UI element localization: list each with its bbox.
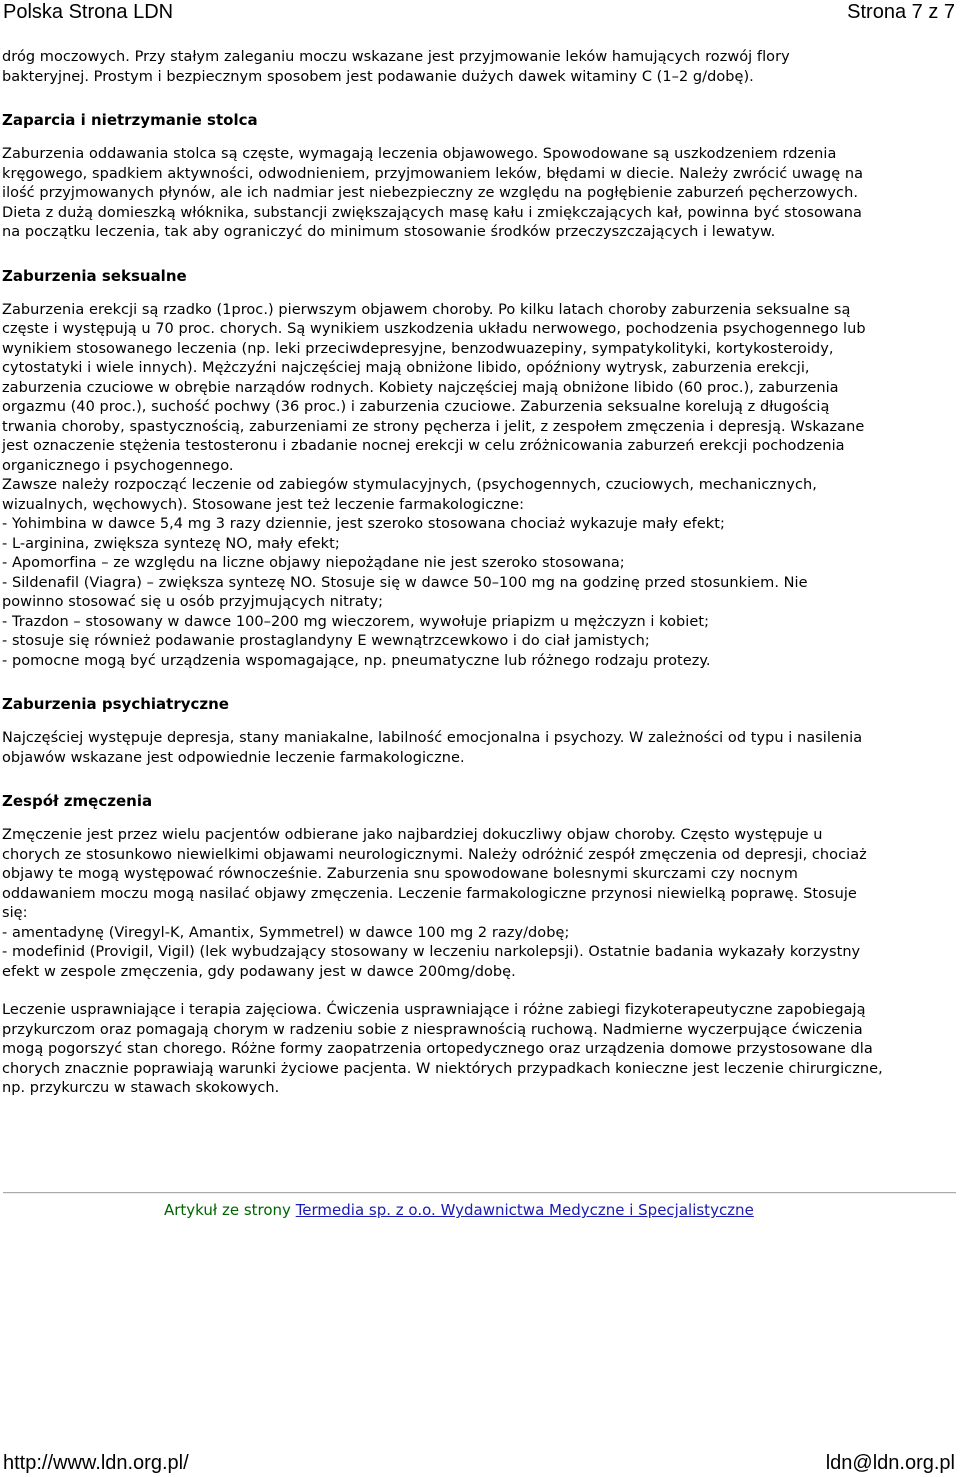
text-line: wynikiem stosowanego leczenia (np. leki przeciwdepresyjne, benzodwuazepiny, sympatykolityki, kortykosteroidy, <box>2 340 834 357</box>
text-line: - pomocne mogą być urządzenia wspomagające, np. pneumatyczne lub różnego rodzaju protezy. <box>2 652 711 669</box>
text-line: - Apomorfina – ze względu na liczne objawy niepożądane nie jest szeroko stosowana; <box>2 555 625 571</box>
text-line: Zmęczenie jest przez wielu pacjentów odbierane jako najbardziej dokuczliwy objaw choroby. Często występuje u <box>2 827 823 843</box>
divider <box>3 1192 956 1194</box>
text-line: mogą pogorszyć stan chorego. Różne formy zaopatrzenia ortopedycznego oraz urządzenia domowe przystosowane dla <box>2 1041 873 1057</box>
credit-prefix: Artykuł ze strony <box>164 1201 296 1219</box>
paragraph <box>2 729 957 768</box>
article-body <box>2 48 957 1099</box>
text-line: się: <box>2 905 28 921</box>
text-line: Zaburzenia oddawania stolca są częste, wymagają leczenia objawowego. Spowodowane są uszkodzeniem rdzenia <box>2 146 837 162</box>
text-line: Leczenie usprawniające i terapia zajęciowa. Ćwiczenia usprawniające i różne zabiegi fizykoterapeutyczne zapobiegają <box>2 1002 866 1018</box>
text-line: objawy te mogą występować równocześnie. Zaburzenia snu spowodowane bolesnymi skurczami czy nocnym <box>2 866 798 882</box>
text-line: częste i występują u 70 proc. chorych. Są wynikiem uszkodzenia układu nerwowego, pochodzenia psychogennego lub <box>2 321 866 337</box>
text-line: orgazmu (40 proc.), suchość pochwy (36 proc.) i zaburzenia czuciowe. Zaburzenia seksualne korelują z długością <box>2 399 830 415</box>
text-line: - Yohimbina w dawce 5,4 mg 3 razy dziennie, jest szeroko stosowana chociaż wykazuje mały efekt; <box>2 516 725 532</box>
text-line: zaburzenia czuciowe w obrębie narządów rodnych. Kobiety najczęściej mają obniżone libido (60 proc.), zaburzenia <box>2 379 839 396</box>
text-line: - L-arginina, zwiększa syntezę NO, mały efekt; <box>2 535 340 552</box>
text-line: np. przykurczu w stawach skokowych. <box>2 1080 280 1096</box>
text-line: Zawsze należy rozpocząć leczenie od zabiegów stymulacyjnych, (psychogennych, czuciowych, mechanicznych, <box>2 477 817 493</box>
text-line: oddawaniem moczu mogą nasilać objawy zmęczenia. Leczenie farmakologiczne przynosi niewielką poprawę. Stosuje <box>2 885 857 902</box>
text-line: objawów wskazane jest odpowiednie leczenie farmakologiczne. <box>2 749 465 766</box>
text-line: na początku leczenia, tak aby ograniczyć do minimum stosowanie środków przeczyszczających i lewatyw. <box>2 224 776 240</box>
text-line: Zaburzenia erekcji są rzadko (1proc.) pierwszym objawem choroby. Po kilku latach choroby zaburzenia seksualne są <box>2 301 851 318</box>
footer-email: ldn@ldn.org.pl <box>825 1452 955 1474</box>
source-credit <box>164 1200 754 1220</box>
page-number: Strona 7 z 7 <box>847 1 955 23</box>
text-line: chorych znacznie poprawiają warunki życiowe pacjenta. W niektórych przypadkach konieczne jest leczenie chirurgiczne, <box>2 1060 883 1077</box>
intro-paragraph <box>2 48 957 87</box>
text-line: - Sildenafil (Viagra) – zwiększa syntezę NO. Stosuje się w dawce 50–100 mg na godzinę przed stosunkiem. Nie <box>2 574 808 591</box>
publisher-link[interactable]: Termedia sp. z o.o. Wydawnictwa Medyczne i Specjalistyczne <box>295 1201 754 1219</box>
text-line: przykurczom oraz pomagają chorym w radzeniu sobie z niesprawnością ruchową. Nadmierne wyczerpujące ćwiczenia <box>2 1021 863 1038</box>
text-line: - modefinid (Provigil, Vigil) (lek wybudzający stosowany w leczeniu narkolepsji). Ostatnie badania wykazały korzystny <box>2 944 861 960</box>
text-line: - amentadynę (Viregyl-K, Amantix, Symmetrel) w dawce 100 mg 2 razy/dobę; <box>2 924 570 941</box>
text-line: wizualnych, węchowych). Stosowane jest też leczenie farmakologiczne: <box>2 496 525 513</box>
section-heading: Zaburzenia seksualne <box>2 266 187 285</box>
section-heading: Zaparcia i nietrzymanie stolca <box>2 111 258 129</box>
text-line: powinno stosować się u osób przyjmujących nitraty; <box>2 594 384 610</box>
site-title: Polska Strona LDN <box>3 1 174 23</box>
text-line: efekt w zespole zmęczenia, gdy podawany jest w dawce 200mg/dobę. <box>2 963 516 980</box>
text-line: Dieta z dużą domieszką włóknika, substancji zwiększających masę kału i zmiękczających kał, powinna być stosowana <box>2 204 862 221</box>
text-line: jest oznaczenie stężenia testosteronu i zbadanie nocnej erekcji w celu zróżnicowania zaburzeń erekcji pochodzenia <box>2 438 845 454</box>
page-header <box>3 0 955 24</box>
text-line: kręgowego, spadkiem aktywności, odwodnieniem, przyjmowaniem leków, błędami w diecie. Należy zwrócić uwagę na <box>2 165 864 182</box>
text-line: ilość przyjmowanych płynów, ale ich nadmiar jest niebezpieczny ze względu na pogłębienie zaburzeń pęcherzowych. <box>2 185 858 201</box>
text-line: organicznego i psychogennego. <box>2 457 234 474</box>
text-line: Najczęściej występuje depresja, stany maniakalne, labilność emocjonalna i psychozy. W zależności od typu i nasilenia <box>2 730 863 746</box>
paragraph <box>2 145 957 243</box>
text-line: chorych ze stosunkowo niewielkimi objawami neurologicznymi. Należy odróżnić zespół zmęczenia od depresji, chociaż <box>2 846 867 863</box>
section-heading: Zaburzenia psychiatryczne <box>2 695 229 713</box>
text-line: - stosuje się również podawanie prostaglandyny E wewnątrzcewkowo i do ciał jamistych; <box>2 633 650 649</box>
paragraph <box>2 1001 957 1099</box>
paragraph <box>2 301 957 672</box>
text-line: cytostatyki i wiele innych). Mężczyźni najczęściej mają obniżone libido, opóźniony wytrysk, zaburzenia erekcji, <box>2 360 810 376</box>
text-line: - Trazdon – stosowany w dawce 100–200 mg wieczorem, wywołuje priapizm u mężczyzn i kobiet; <box>2 613 709 630</box>
page-footer <box>3 1451 955 1475</box>
text-line: dróg moczowych. Przy stałym zaleganiu moczu wskazane jest przyjmowanie leków hamujących rozwój flory <box>2 49 790 65</box>
paragraph <box>2 826 957 982</box>
text-line: bakteryjnej. Prostym i bezpiecznym sposobem jest podawanie dużych dawek witaminy C (1–2 g/dobę). <box>2 68 754 85</box>
section-heading: Zespół zmęczenia <box>2 792 153 810</box>
text-line: trwania choroby, spastycznością, zaburzeniami ze strony pęcherza i jelit, z zespołem zmęczenia i depresją. Wskazane <box>2 418 865 435</box>
footer-url: http://www.ldn.org.pl/ <box>3 1452 189 1474</box>
